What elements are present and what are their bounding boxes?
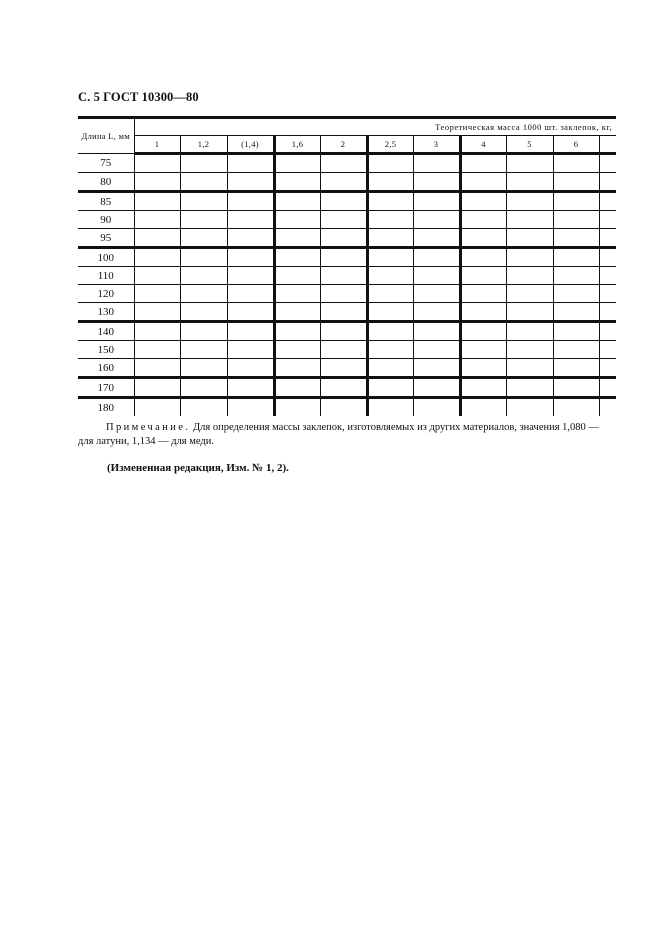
mass-value-cell (506, 154, 553, 173)
mass-value-cell (599, 154, 616, 173)
mass-value-cell (506, 248, 553, 267)
mass-value-cell (413, 398, 460, 417)
mass-value-cell (134, 211, 180, 229)
mass-value-cell (599, 303, 616, 322)
mass-value-cell (413, 211, 460, 229)
mass-value-cell (460, 229, 506, 248)
mass-value-cell (180, 285, 227, 303)
length-cell: 75 (78, 154, 134, 173)
mass-value-cell (320, 154, 367, 173)
mass-value-cell (227, 398, 274, 417)
column-header: 3 (413, 136, 460, 154)
mass-value-cell (320, 229, 367, 248)
mass-value-cell (599, 341, 616, 359)
mass-value-cell (320, 192, 367, 211)
mass-value-cell (413, 229, 460, 248)
mass-value-cell (553, 229, 599, 248)
mass-value-cell (320, 267, 367, 285)
mass-value-cell (320, 211, 367, 229)
mass-value-cell (367, 229, 413, 248)
mass-value-cell (274, 154, 320, 173)
column-header: 2 (320, 136, 367, 154)
mass-value-cell (599, 359, 616, 378)
mass-value-cell (367, 341, 413, 359)
mass-value-cell (413, 341, 460, 359)
column-header (599, 136, 616, 154)
mass-value-cell (553, 154, 599, 173)
length-cell: 170 (78, 378, 134, 398)
mass-value-cell (134, 248, 180, 267)
note-label: Примечание. (106, 422, 191, 433)
mass-value-cell (460, 154, 506, 173)
mass-value-cell (227, 359, 274, 378)
mass-value-cell (134, 341, 180, 359)
mass-value-cell (320, 398, 367, 417)
mass-value-cell (367, 248, 413, 267)
mass-value-cell (227, 303, 274, 322)
length-cell: 160 (78, 359, 134, 378)
mass-value-cell (180, 154, 227, 173)
column-header: 1 (134, 136, 180, 154)
length-cell: 95 (78, 229, 134, 248)
mass-value-cell (553, 398, 599, 417)
length-cell: 110 (78, 267, 134, 285)
mass-value-cell (460, 267, 506, 285)
mass-value-cell (274, 303, 320, 322)
column-header: (1,4) (227, 136, 274, 154)
mass-value-cell (506, 341, 553, 359)
mass-value-cell (553, 211, 599, 229)
mass-value-cell (506, 192, 553, 211)
mass-value-cell (460, 285, 506, 303)
mass-value-cell (134, 229, 180, 248)
mass-value-cell (274, 229, 320, 248)
table-row (78, 322, 616, 341)
mass-value-cell (506, 398, 553, 417)
mass-value-cell (274, 173, 320, 192)
mass-value-cell (506, 173, 553, 192)
note-text: Для определения массы заклепок, изготовляемых из других материалов, значения 1,080 — для латуни, 1,134 — для меди. (78, 422, 599, 447)
mass-value-cell (413, 192, 460, 211)
mass-value-cell (227, 267, 274, 285)
mass-value-cell (134, 378, 180, 398)
mass-value-cell (320, 341, 367, 359)
table-row (78, 173, 616, 192)
column-header: 6 (553, 136, 599, 154)
table-row (78, 398, 616, 417)
table-row (78, 229, 616, 248)
mass-value-cell (460, 248, 506, 267)
mass-value-cell (227, 341, 274, 359)
mass-value-cell (506, 303, 553, 322)
mass-value-cell (367, 359, 413, 378)
length-cell: 120 (78, 285, 134, 303)
mass-value-cell (506, 322, 553, 341)
mass-value-cell (367, 154, 413, 173)
mass-value-cell (460, 359, 506, 378)
revision-note: (Измененная редакция, Изм. № 1, 2). (107, 462, 289, 474)
mass-value-cell (553, 341, 599, 359)
mass-value-cell (227, 173, 274, 192)
mass-value-cell (599, 192, 616, 211)
mass-value-cell (599, 378, 616, 398)
mass-value-cell (460, 211, 506, 229)
mass-value-cell (274, 322, 320, 341)
mass-value-cell (180, 322, 227, 341)
mass-value-cell (413, 322, 460, 341)
mass-value-cell (553, 192, 599, 211)
table-row (78, 285, 616, 303)
mass-value-cell (227, 229, 274, 248)
mass-value-cell (134, 192, 180, 211)
mass-value-cell (180, 267, 227, 285)
table-row (78, 211, 616, 229)
mass-value-cell (460, 173, 506, 192)
mass-value-cell (413, 267, 460, 285)
mass-value-cell (553, 173, 599, 192)
table-row (78, 341, 616, 359)
mass-value-cell (460, 378, 506, 398)
mass-value-cell (320, 173, 367, 192)
mass-value-cell (134, 303, 180, 322)
mass-value-cell (599, 211, 616, 229)
mass-value-cell (413, 173, 460, 192)
mass-value-cell (320, 248, 367, 267)
mass-value-cell (506, 229, 553, 248)
table-row (78, 378, 616, 398)
mass-value-cell (180, 248, 227, 267)
length-cell: 140 (78, 322, 134, 341)
mass-value-cell (134, 398, 180, 417)
mass-value-cell (599, 267, 616, 285)
mass-value-cell (599, 173, 616, 192)
mass-value-cell (180, 303, 227, 322)
table-row (78, 154, 616, 173)
mass-value-cell (227, 378, 274, 398)
mass-value-cell (367, 303, 413, 322)
mass-value-cell (274, 359, 320, 378)
mass-value-cell (274, 211, 320, 229)
column-header: 1,2 (180, 136, 227, 154)
mass-value-cell (320, 359, 367, 378)
length-cell: 90 (78, 211, 134, 229)
mass-value-cell (553, 248, 599, 267)
mass-value-cell (553, 322, 599, 341)
mass-value-cell (413, 359, 460, 378)
length-cell: 85 (78, 192, 134, 211)
mass-value-cell (367, 173, 413, 192)
mass-value-cell (134, 173, 180, 192)
mass-value-cell (413, 248, 460, 267)
table-row (78, 267, 616, 285)
table-row (78, 192, 616, 211)
column-header: 4 (460, 136, 506, 154)
mass-value-cell (227, 322, 274, 341)
mass-value-cell (553, 285, 599, 303)
mass-value-cell (506, 359, 553, 378)
mass-value-cell (413, 285, 460, 303)
mass-value-cell (320, 322, 367, 341)
mass-value-cell (460, 322, 506, 341)
length-cell: 180 (78, 398, 134, 417)
mass-value-cell (506, 267, 553, 285)
mass-value-cell (553, 359, 599, 378)
mass-value-cell (180, 359, 227, 378)
mass-value-cell (506, 211, 553, 229)
length-cell: 130 (78, 303, 134, 322)
mass-value-cell (227, 154, 274, 173)
mass-value-cell (553, 267, 599, 285)
mass-value-cell (599, 322, 616, 341)
mass-value-cell (180, 341, 227, 359)
page-title: С. 5 ГОСТ 10300—80 (78, 90, 199, 104)
mass-value-cell (413, 154, 460, 173)
mass-value-cell (227, 285, 274, 303)
mass-value-cell (367, 285, 413, 303)
mass-value-cell (506, 285, 553, 303)
note-paragraph (78, 421, 616, 449)
mass-value-cell (553, 303, 599, 322)
mass-value-cell (180, 398, 227, 417)
mass-value-cell (134, 285, 180, 303)
mass-value-cell (134, 154, 180, 173)
mass-value-cell (460, 192, 506, 211)
mass-value-cell (180, 378, 227, 398)
mass-value-cell (460, 303, 506, 322)
mass-value-cell (134, 359, 180, 378)
mass-value-cell (274, 398, 320, 417)
mass-value-cell (367, 322, 413, 341)
length-cell: 80 (78, 173, 134, 192)
length-cell: 150 (78, 341, 134, 359)
mass-value-cell (460, 398, 506, 417)
mass-value-cell (367, 398, 413, 417)
mass-value-cell (274, 192, 320, 211)
mass-value-cell (180, 173, 227, 192)
mass-value-cell (134, 322, 180, 341)
mass-value-cell (599, 285, 616, 303)
mass-value-cell (274, 248, 320, 267)
mass-value-cell (413, 378, 460, 398)
length-column-header: Длина L, мм (78, 118, 134, 154)
mass-value-cell (274, 341, 320, 359)
mass-value-cell (180, 192, 227, 211)
column-header: 1,6 (274, 136, 320, 154)
mass-value-cell (460, 341, 506, 359)
mass-value-cell (274, 267, 320, 285)
mass-value-cell (367, 192, 413, 211)
mass-value-cell (599, 229, 616, 248)
mass-value-cell (367, 378, 413, 398)
mass-value-cell (506, 378, 553, 398)
column-header: 2,5 (367, 136, 413, 154)
mass-table (78, 116, 616, 416)
mass-value-cell (274, 285, 320, 303)
mass-value-cell (227, 211, 274, 229)
column-header: 5 (506, 136, 553, 154)
mass-value-cell (367, 211, 413, 229)
mass-value-cell (413, 303, 460, 322)
mass-value-cell (227, 192, 274, 211)
mass-value-cell (180, 229, 227, 248)
mass-value-cell (320, 378, 367, 398)
table-row (78, 303, 616, 322)
mass-value-cell (320, 285, 367, 303)
mass-value-cell (134, 267, 180, 285)
mass-value-cell (599, 248, 616, 267)
mass-value-cell (367, 267, 413, 285)
mass-value-cell (274, 378, 320, 398)
mass-value-cell (599, 398, 616, 417)
mass-value-cell (180, 211, 227, 229)
table-row (78, 248, 616, 267)
mass-value-cell (553, 378, 599, 398)
mass-group-header: Теоретическая масса 1000 шт. заклепок, кг, (134, 118, 616, 136)
length-cell: 100 (78, 248, 134, 267)
table-row (78, 359, 616, 378)
mass-value-cell (227, 248, 274, 267)
mass-value-cell (320, 303, 367, 322)
